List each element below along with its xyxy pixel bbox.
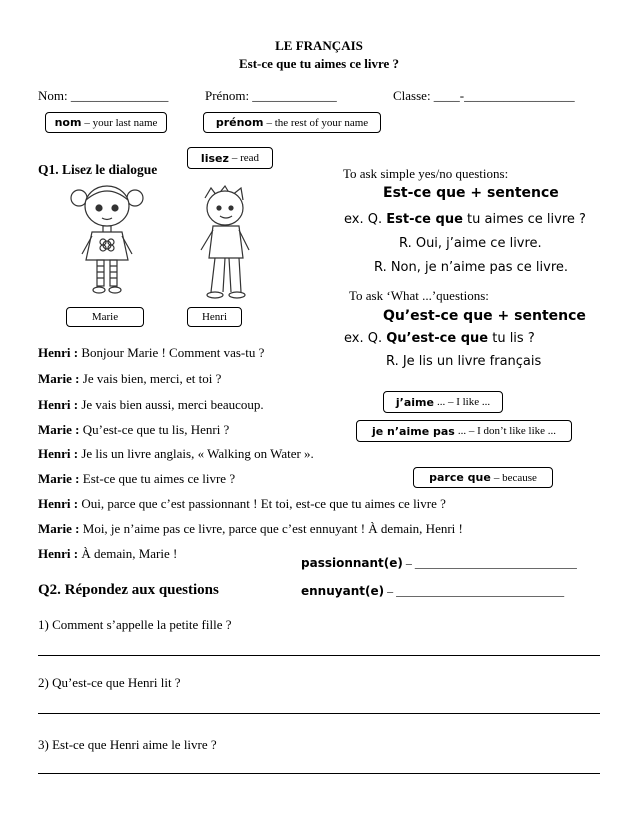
vocab-def: – because [493,471,537,484]
line-text: Moi, je n’aime pas ce livre, parce que c’est ennuyant ! À demain, Henri ! [82,521,463,536]
vocab-key: parce que [429,471,491,484]
yesno-rule: Est-ce que + sentence [383,185,559,201]
vocab-box-prenom [203,112,381,133]
vocab-word: passionnant(e) [301,556,403,570]
speaker: Marie : [38,371,80,386]
vocab-box-parceque [413,467,553,488]
question-2: 2) Qu’est-ce que Henri lit ? [38,675,181,690]
vocab-ennuyant [301,584,564,599]
yes-answer: R. Oui, j’aime ce livre. [399,236,542,251]
vocab-blank[interactable]: – ___________________________ [405,556,577,570]
speaker: Henri : [38,546,79,561]
worksheet-subtitle: Est-ce que tu aimes ce livre ? [238,56,400,71]
vocab-box-jenaimepas [356,420,572,442]
answer-line-1[interactable] [38,655,600,656]
vocab-def: – read [231,152,260,164]
answer-line-3[interactable] [38,773,600,774]
first-name-field[interactable]: Prénom: _____________ [205,88,337,103]
q1-heading: Q1. Lisez le dialogue [38,162,158,177]
example-prefix: ex. Q. [344,331,383,346]
what-intro: To ask ‘What ...’questions: [349,288,489,303]
marie-illustration [62,180,152,298]
dialogue-line [38,345,264,361]
speaker: Marie : [38,471,80,486]
vocab-key: nom [54,116,82,129]
vocab-box-nom [45,112,167,133]
what-example [344,331,535,346]
label-henri [187,307,242,327]
dialogue-line [38,397,264,413]
speaker: Marie : [38,422,80,437]
dialogue-line [38,521,463,537]
example-rest: tu lis ? [492,331,535,346]
label-marie [66,307,144,327]
vocab-key: lisez [200,151,229,165]
yesno-intro: To ask simple yes/no questions: [343,166,509,181]
vocab-word: ennuyant(e) [301,584,385,598]
vocab-key: prénom [215,116,264,129]
line-text: Je lis un livre anglais, « Walking on Water ». [81,446,314,461]
question-3: 3) Est-ce que Henri aime le livre ? [38,737,217,752]
answer-line-2[interactable] [38,713,600,714]
example-prefix: ex. Q. [344,212,383,227]
line-text: Qu’est-ce que tu lis, Henri ? [82,422,230,437]
speaker: Henri : [38,496,79,511]
line-text: Oui, parce que c’est passionnant ! Et toi, est-ce que tu aimes ce livre ? [81,496,446,511]
q2-heading: Q2. Répondez aux questions [38,582,219,598]
speaker: Henri : [38,345,79,360]
speaker: Henri : [38,446,79,461]
speaker: Henri : [38,397,79,412]
name-field[interactable]: Nom: _______________ [38,88,169,103]
dialogue-line [38,546,177,562]
vocab-blank[interactable]: – ____________________________ [387,584,565,598]
class-field[interactable]: Classe: ____-_________________ [393,88,575,103]
dialogue-line [38,471,235,487]
speaker: Marie : [38,521,80,536]
vocab-box-lisez [187,147,273,169]
line-text: Je vais bien aussi, merci beaucoup. [81,397,264,412]
what-rule: Qu’est-ce que + sentence [383,308,586,324]
dialogue-line [38,496,446,512]
label-text: Marie [91,311,119,323]
question-1: 1) Comment s’appelle la petite fille ? [38,617,232,632]
vocab-key: je n’aime pas [371,424,455,438]
dialogue-line [38,446,314,462]
what-answer: R. Je lis un livre français [386,354,542,369]
vocab-key: j’aime [395,395,434,409]
label-text: Henri [201,311,228,323]
dialogue-line [38,371,221,387]
yesno-example [344,212,586,227]
vocab-passionnant [301,556,577,571]
line-text: Je vais bien, merci, et toi ? [82,371,222,386]
example-key: Qu’est-ce que [386,331,489,346]
vocab-def: – the rest of your name [266,116,369,129]
vocab-def: ... – I like ... [436,396,491,408]
line-text: Bonjour Marie ! Comment vas-tu ? [81,345,265,360]
vocab-def: ... – I don’t like like ... [457,425,557,437]
henri-illustration [185,184,265,302]
line-text: Est-ce que tu aimes ce livre ? [82,471,236,486]
line-text: À demain, Marie ! [81,546,178,561]
dialogue-line [38,422,229,438]
worksheet-title: LE FRANÇAIS [275,38,363,53]
example-key: Est-ce que [386,212,463,227]
no-answer: R. Non, je n’aime pas ce livre. [374,260,569,275]
vocab-box-jaime [383,391,503,413]
vocab-def: – your last name [84,116,158,129]
example-rest: tu aimes ce livre ? [467,212,586,227]
